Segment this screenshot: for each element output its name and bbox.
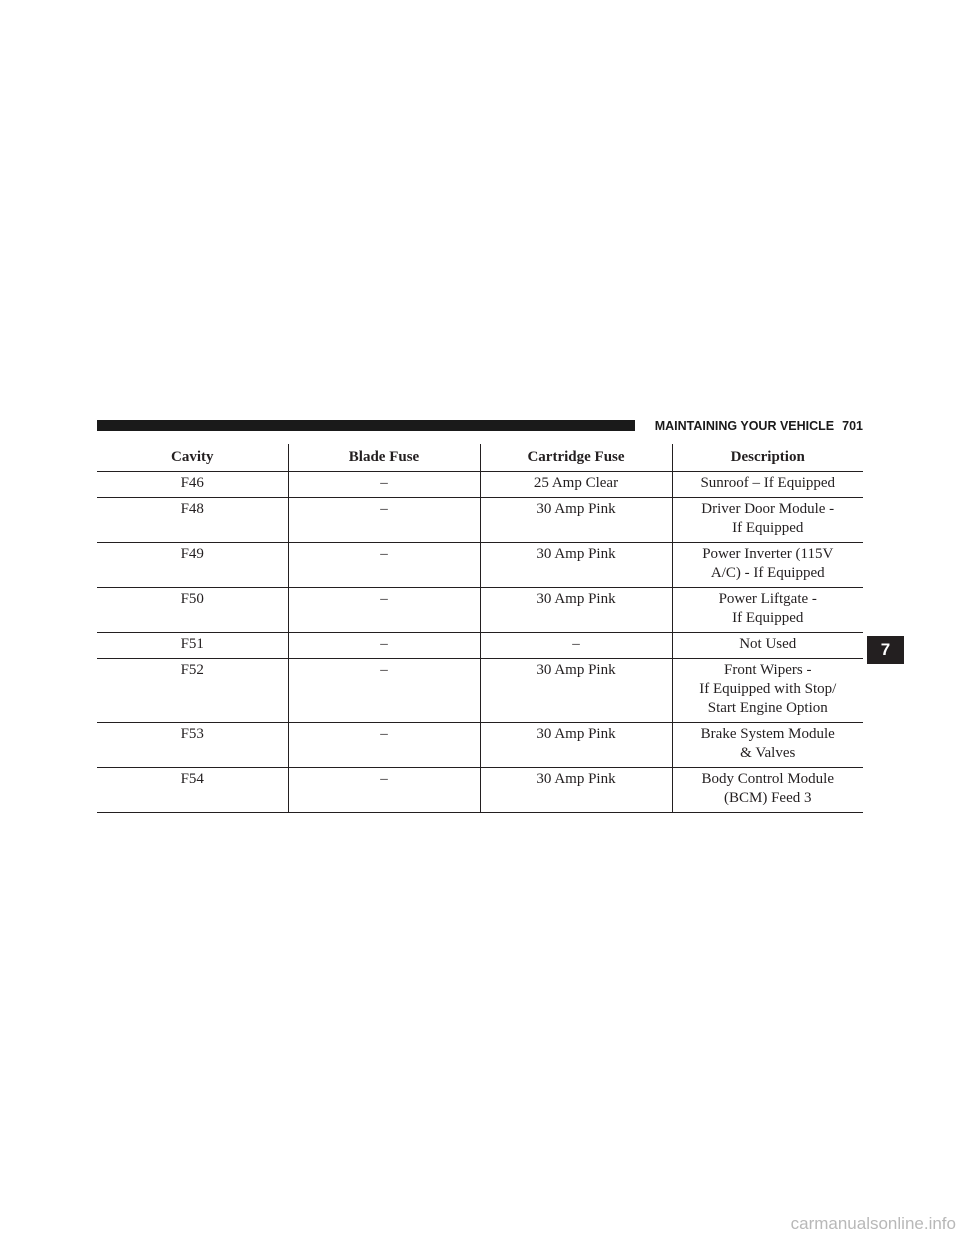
- cavity-cell: F46: [97, 472, 288, 498]
- blade-fuse-cell: –: [288, 723, 480, 768]
- cartridge-fuse-cell: 30 Amp Pink: [480, 498, 672, 543]
- cartridge-fuse-cell: 30 Amp Pink: [480, 723, 672, 768]
- cartridge-fuse-cell: 30 Amp Pink: [480, 588, 672, 633]
- cavity-cell: F54: [97, 768, 288, 813]
- table-header-row: [97, 444, 863, 472]
- column-header-cavity: Cavity: [97, 444, 288, 472]
- section-title: MAINTAINING YOUR VEHICLE: [654, 419, 835, 433]
- description-cell: Front Wipers - If Equipped with Stop/ Start Engine Option: [672, 659, 863, 723]
- table-row: [97, 543, 863, 588]
- description-cell: Body Control Module (BCM) Feed 3: [672, 768, 863, 813]
- description-cell: Power Liftgate - If Equipped: [672, 588, 863, 633]
- cavity-cell: F49: [97, 543, 288, 588]
- blade-fuse-cell: –: [288, 659, 480, 723]
- cavity-cell: F50: [97, 588, 288, 633]
- cartridge-fuse-cell: 30 Amp Pink: [480, 768, 672, 813]
- page-number: 701: [842, 419, 863, 433]
- blade-fuse-cell: –: [288, 588, 480, 633]
- cartridge-fuse-cell: 30 Amp Pink: [480, 659, 672, 723]
- column-header-cartridge-fuse: Cartridge Fuse: [480, 444, 672, 472]
- column-header-description: Description: [672, 444, 863, 472]
- table-row: [97, 633, 863, 659]
- blade-fuse-cell: –: [288, 633, 480, 659]
- chapter-tab: 7: [867, 636, 904, 664]
- cartridge-fuse-cell: –: [480, 633, 672, 659]
- description-cell: Brake System Module & Valves: [672, 723, 863, 768]
- table-row: [97, 659, 863, 723]
- header-rule: [97, 420, 635, 431]
- table-row: [97, 588, 863, 633]
- blade-fuse-cell: –: [288, 543, 480, 588]
- column-header-blade-fuse: Blade Fuse: [288, 444, 480, 472]
- description-cell: Power Inverter (115V A/C) - If Equipped: [672, 543, 863, 588]
- description-cell: Driver Door Module - If Equipped: [672, 498, 863, 543]
- cartridge-fuse-cell: 25 Amp Clear: [480, 472, 672, 498]
- fuse-table: [97, 444, 863, 813]
- table-row: [97, 723, 863, 768]
- blade-fuse-cell: –: [288, 472, 480, 498]
- table-row: [97, 472, 863, 498]
- blade-fuse-cell: –: [288, 768, 480, 813]
- cavity-cell: F53: [97, 723, 288, 768]
- table-row: [97, 768, 863, 813]
- running-header: [646, 417, 863, 435]
- cartridge-fuse-cell: 30 Amp Pink: [480, 543, 672, 588]
- table-row: [97, 498, 863, 543]
- description-cell: Sunroof – If Equipped: [672, 472, 863, 498]
- cavity-cell: F52: [97, 659, 288, 723]
- blade-fuse-cell: –: [288, 498, 480, 543]
- watermark: carmanualsonline.info: [790, 1214, 956, 1233]
- cavity-cell: F48: [97, 498, 288, 543]
- cavity-cell: F51: [97, 633, 288, 659]
- description-cell: Not Used: [672, 633, 863, 659]
